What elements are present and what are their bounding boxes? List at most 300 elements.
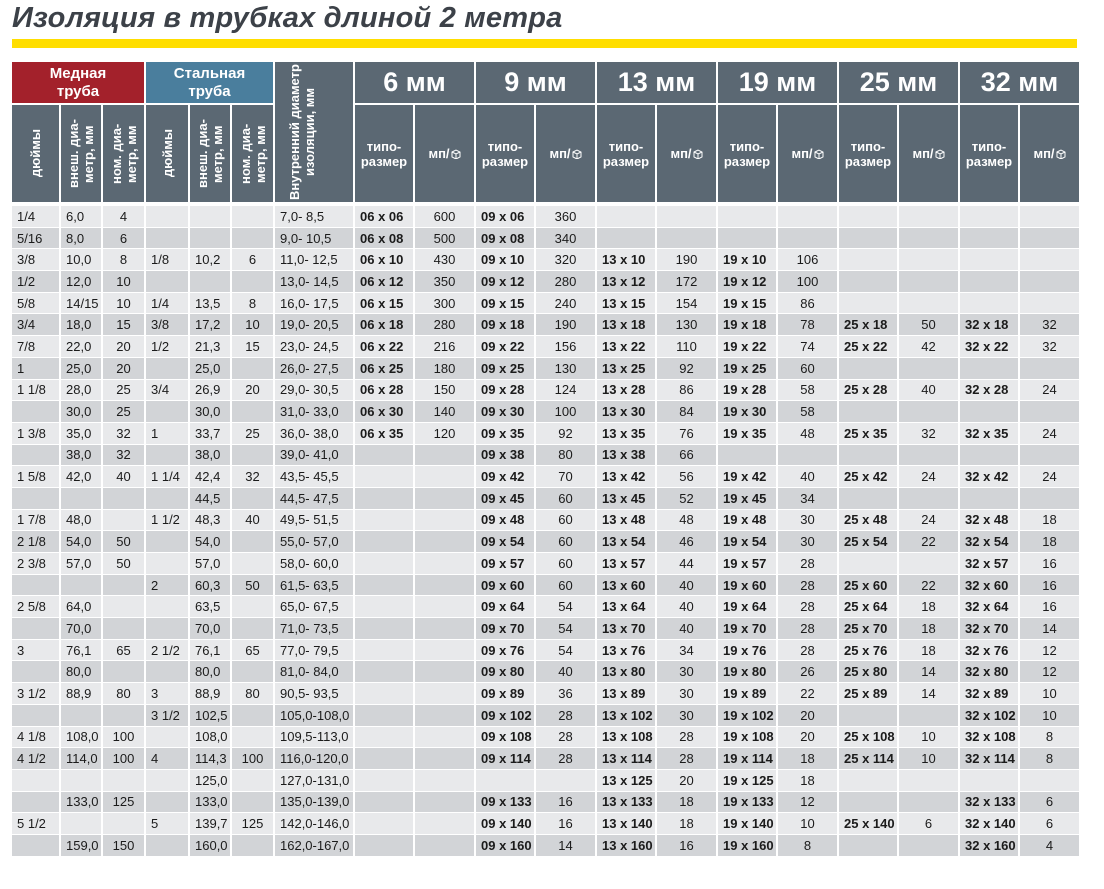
cell-steel-nominal-diameter — [232, 552, 273, 574]
thickness-32-header: 32 мм — [960, 62, 1079, 103]
cell-per-box-19: 22 — [778, 682, 837, 704]
cell-per-box-9: 28 — [536, 747, 595, 769]
cell-typesize-32 — [960, 292, 1018, 314]
cell-per-box-19: 20 — [778, 704, 837, 726]
cell-per-box-32: 24 — [1020, 379, 1079, 401]
typesize-header-32 — [960, 103, 1018, 202]
cell-steel-outer-diameter — [190, 227, 230, 249]
cell-per-box-9: 60 — [536, 509, 595, 531]
cell-per-box-32: 10 — [1020, 704, 1079, 726]
cell-per-box-25 — [899, 205, 958, 227]
cell-per-box-25 — [899, 444, 958, 466]
cell-per-box-32: 16 — [1020, 595, 1079, 617]
cell-per-box-6 — [415, 726, 474, 748]
cell-copper-outer-diameter: 14/15 — [61, 292, 101, 314]
cell-typesize-32: 32 x 22 — [960, 335, 1018, 357]
cell-typesize-25 — [839, 400, 897, 422]
cell-typesize-32: 32 x 102 — [960, 704, 1018, 726]
cell-copper-outer-diameter: 54,0 — [61, 530, 101, 552]
cell-per-box-9: 40 — [536, 660, 595, 682]
cell-per-box-6: 140 — [415, 400, 474, 422]
cell-typesize-9: 09 x 30 — [476, 400, 534, 422]
cell-typesize-19: 19 x 76 — [718, 639, 776, 661]
cell-steel-outer-diameter: 80,0 — [190, 660, 230, 682]
cell-per-box-13: 30 — [657, 682, 716, 704]
cell-per-box-25 — [899, 357, 958, 379]
cell-typesize-19: 19 x 48 — [718, 509, 776, 531]
cell-per-box-9: 124 — [536, 379, 595, 401]
cell-copper-inches: 1 3/8 — [12, 422, 59, 444]
cell-steel-outer-diameter: 139,7 — [190, 812, 230, 834]
cell-per-box-9: 360 — [536, 205, 595, 227]
cell-typesize-19 — [718, 205, 776, 227]
cell-copper-nominal-diameter: 32 — [103, 444, 144, 466]
cell-typesize-13: 13 x 80 — [597, 660, 655, 682]
cell-inner-diameter: 90,5- 93,5 — [275, 682, 353, 704]
cell-per-box-13: 40 — [657, 617, 716, 639]
copper-nominal-diameter-label: ном. диа-метр, мм — [108, 123, 139, 184]
cell-copper-inches — [12, 769, 59, 791]
cell-copper-nominal-diameter: 25 — [103, 379, 144, 401]
box-icon — [572, 149, 582, 159]
cell-per-box-9 — [536, 769, 595, 791]
cell-typesize-13: 13 x 25 — [597, 357, 655, 379]
cell-typesize-13: 13 x 133 — [597, 791, 655, 813]
cell-typesize-6 — [355, 639, 413, 661]
cell-copper-inches — [12, 444, 59, 466]
cell-typesize-13: 13 x 114 — [597, 747, 655, 769]
cell-per-box-25: 42 — [899, 335, 958, 357]
cell-per-box-9: 16 — [536, 812, 595, 834]
cell-typesize-9: 09 x 15 — [476, 292, 534, 314]
cell-per-box-6 — [415, 639, 474, 661]
per-box-label: мп/ — [549, 146, 571, 161]
cell-typesize-9 — [476, 769, 534, 791]
cell-per-box-19: 28 — [778, 639, 837, 661]
cell-copper-nominal-diameter: 10 — [103, 292, 144, 314]
cell-typesize-13: 13 x 15 — [597, 292, 655, 314]
cell-steel-nominal-diameter: 100 — [232, 747, 273, 769]
cell-per-box-9: 28 — [536, 704, 595, 726]
cell-typesize-32: 32 x 160 — [960, 834, 1018, 856]
cell-typesize-13: 13 x 42 — [597, 465, 655, 487]
cell-typesize-19: 19 x 108 — [718, 726, 776, 748]
cell-per-box-25 — [899, 834, 958, 856]
cell-per-box-6: 150 — [415, 379, 474, 401]
copper-pipe-header: Медная труба — [12, 62, 144, 103]
cell-per-box-6: 216 — [415, 335, 474, 357]
cell-typesize-13: 13 x 125 — [597, 769, 655, 791]
cell-typesize-9: 09 x 08 — [476, 227, 534, 249]
cell-typesize-25: 25 x 70 — [839, 617, 897, 639]
cell-per-box-19: 28 — [778, 595, 837, 617]
cell-typesize-13: 13 x 76 — [597, 639, 655, 661]
cell-typesize-9: 09 x 108 — [476, 726, 534, 748]
cell-typesize-25: 25 x 114 — [839, 747, 897, 769]
cell-copper-outer-diameter — [61, 769, 101, 791]
cell-inner-diameter: 58,0- 60,0 — [275, 552, 353, 574]
per-box-header-32 — [1020, 103, 1079, 202]
cell-steel-nominal-diameter: 6 — [232, 248, 273, 270]
cell-steel-inches — [146, 617, 188, 639]
cell-typesize-25: 25 x 64 — [839, 595, 897, 617]
cell-typesize-25: 25 x 140 — [839, 812, 897, 834]
cell-per-box-13: 16 — [657, 834, 716, 856]
cell-copper-inches: 1 7/8 — [12, 509, 59, 531]
cell-steel-outer-diameter: 57,0 — [190, 552, 230, 574]
cell-copper-nominal-diameter: 50 — [103, 552, 144, 574]
cell-typesize-6 — [355, 726, 413, 748]
cell-steel-nominal-diameter — [232, 769, 273, 791]
cell-typesize-32 — [960, 487, 1018, 509]
cell-steel-nominal-diameter — [232, 530, 273, 552]
cell-copper-outer-diameter: 64,0 — [61, 595, 101, 617]
cell-copper-nominal-diameter — [103, 617, 144, 639]
cell-inner-diameter: 162,0-167,0 — [275, 834, 353, 856]
cell-per-box-9: 16 — [536, 791, 595, 813]
cell-steel-outer-diameter — [190, 270, 230, 292]
cell-typesize-25: 25 x 76 — [839, 639, 897, 661]
cell-typesize-19: 19 x 35 — [718, 422, 776, 444]
cell-steel-outer-diameter: 108,0 — [190, 726, 230, 748]
cell-per-box-25: 14 — [899, 682, 958, 704]
cell-copper-inches: 7/8 — [12, 335, 59, 357]
cell-per-box-9: 156 — [536, 335, 595, 357]
cell-copper-inches: 3/4 — [12, 313, 59, 335]
cell-per-box-9: 60 — [536, 574, 595, 596]
cell-typesize-6: 06 x 25 — [355, 357, 413, 379]
cell-per-box-9: 36 — [536, 682, 595, 704]
cell-per-box-32 — [1020, 248, 1079, 270]
cell-typesize-32 — [960, 270, 1018, 292]
cell-typesize-19: 19 x 30 — [718, 400, 776, 422]
cell-typesize-19: 19 x 102 — [718, 704, 776, 726]
typesize-label: типо-размер — [965, 138, 1013, 169]
cell-copper-inches: 5/8 — [12, 292, 59, 314]
cell-copper-inches — [12, 400, 59, 422]
cell-steel-outer-diameter: 44,5 — [190, 487, 230, 509]
cell-per-box-32: 16 — [1020, 552, 1079, 574]
cell-per-box-19: 48 — [778, 422, 837, 444]
cell-copper-inches: 4 1/8 — [12, 726, 59, 748]
cell-typesize-13: 13 x 30 — [597, 400, 655, 422]
cell-per-box-9: 60 — [536, 552, 595, 574]
cell-per-box-6 — [415, 834, 474, 856]
cell-per-box-32: 14 — [1020, 617, 1079, 639]
steel-inches-label: дюймы — [159, 129, 175, 178]
cell-typesize-13 — [597, 227, 655, 249]
cell-typesize-32 — [960, 769, 1018, 791]
cell-per-box-19: 28 — [778, 574, 837, 596]
cell-copper-nominal-diameter: 10 — [103, 270, 144, 292]
typesize-header-9 — [476, 103, 534, 202]
cell-per-box-32: 18 — [1020, 509, 1079, 531]
cell-copper-nominal-diameter — [103, 509, 144, 531]
per-box-label: мп/ — [791, 146, 813, 161]
cell-steel-inches — [146, 487, 188, 509]
cell-copper-nominal-diameter: 80 — [103, 682, 144, 704]
cell-inner-diameter: 29,0- 30,5 — [275, 379, 353, 401]
cell-steel-nominal-diameter — [232, 791, 273, 813]
cell-typesize-19: 19 x 114 — [718, 747, 776, 769]
cell-copper-nominal-diameter — [103, 812, 144, 834]
cell-copper-nominal-diameter: 100 — [103, 726, 144, 748]
cell-inner-diameter: 77,0- 79,5 — [275, 639, 353, 661]
cell-per-box-25: 50 — [899, 313, 958, 335]
cell-per-box-6 — [415, 595, 474, 617]
cell-copper-outer-diameter: 88,9 — [61, 682, 101, 704]
cell-typesize-25: 25 x 42 — [839, 465, 897, 487]
cell-per-box-13: 28 — [657, 747, 716, 769]
cell-typesize-13: 13 x 108 — [597, 726, 655, 748]
cell-per-box-19: 20 — [778, 726, 837, 748]
cell-typesize-6: 06 x 35 — [355, 422, 413, 444]
cell-typesize-25: 25 x 60 — [839, 574, 897, 596]
cell-steel-outer-diameter: 114,3 — [190, 747, 230, 769]
cell-per-box-25 — [899, 791, 958, 813]
cell-typesize-25: 25 x 22 — [839, 335, 897, 357]
cell-per-box-13: 48 — [657, 509, 716, 531]
cell-typesize-19: 19 x 18 — [718, 313, 776, 335]
cell-per-box-9: 240 — [536, 292, 595, 314]
cell-per-box-32: 6 — [1020, 812, 1079, 834]
cell-per-box-6 — [415, 791, 474, 813]
per-box-header-9 — [536, 103, 595, 202]
cell-typesize-13: 13 x 22 — [597, 335, 655, 357]
cell-typesize-32: 32 x 54 — [960, 530, 1018, 552]
cell-per-box-13: 20 — [657, 769, 716, 791]
cell-inner-diameter: 31,0- 33,0 — [275, 400, 353, 422]
cell-per-box-9: 60 — [536, 487, 595, 509]
cell-per-box-13: 18 — [657, 791, 716, 813]
cell-steel-inches — [146, 595, 188, 617]
cell-steel-outer-diameter: 70,0 — [190, 617, 230, 639]
cell-typesize-32: 32 x 42 — [960, 465, 1018, 487]
cell-typesize-32: 32 x 140 — [960, 812, 1018, 834]
cell-per-box-19: 60 — [778, 357, 837, 379]
cell-per-box-19: 100 — [778, 270, 837, 292]
cell-per-box-9: 28 — [536, 726, 595, 748]
cell-inner-diameter: 36,0- 38,0 — [275, 422, 353, 444]
cell-per-box-19: 34 — [778, 487, 837, 509]
cell-copper-inches: 3/8 — [12, 248, 59, 270]
thickness-9-header: 9 мм — [476, 62, 595, 103]
cell-steel-inches: 1 1/4 — [146, 465, 188, 487]
typesize-label: типо-размер — [844, 138, 892, 169]
cell-per-box-25: 24 — [899, 509, 958, 531]
cell-typesize-19: 19 x 160 — [718, 834, 776, 856]
cell-inner-diameter: 44,5- 47,5 — [275, 487, 353, 509]
cell-per-box-32: 8 — [1020, 726, 1079, 748]
cell-copper-outer-diameter: 48,0 — [61, 509, 101, 531]
cell-typesize-25 — [839, 444, 897, 466]
cell-steel-inches — [146, 227, 188, 249]
per-box-label: мп/ — [670, 146, 692, 161]
cell-typesize-9: 09 x 25 — [476, 357, 534, 379]
cell-per-box-25: 24 — [899, 465, 958, 487]
cell-steel-outer-diameter: 17,2 — [190, 313, 230, 335]
cell-inner-diameter: 105,0-108,0 — [275, 704, 353, 726]
steel-inches-header — [146, 103, 188, 202]
cell-typesize-19: 19 x 80 — [718, 660, 776, 682]
cell-per-box-25: 22 — [899, 574, 958, 596]
cell-typesize-19: 19 x 54 — [718, 530, 776, 552]
cell-typesize-9: 09 x 57 — [476, 552, 534, 574]
cell-per-box-25: 32 — [899, 422, 958, 444]
cell-steel-inches: 1/2 — [146, 335, 188, 357]
typesize-label: типо-размер — [360, 138, 408, 169]
typesize-label: типо-размер — [481, 138, 529, 169]
cell-typesize-19: 19 x 140 — [718, 812, 776, 834]
cell-steel-nominal-diameter — [232, 726, 273, 748]
typesize-header-6 — [355, 103, 413, 202]
cell-per-box-13: 86 — [657, 379, 716, 401]
cell-per-box-25 — [899, 227, 958, 249]
cell-typesize-9: 09 x 12 — [476, 270, 534, 292]
cell-per-box-32 — [1020, 487, 1079, 509]
cell-steel-nominal-diameter — [232, 205, 273, 227]
cell-steel-inches — [146, 552, 188, 574]
cell-per-box-6 — [415, 682, 474, 704]
per-box-label: мп/ — [912, 146, 934, 161]
cell-steel-inches — [146, 357, 188, 379]
cell-per-box-32: 16 — [1020, 574, 1079, 596]
cell-per-box-32: 32 — [1020, 313, 1079, 335]
cell-per-box-13: 40 — [657, 595, 716, 617]
copper-inches-header — [12, 103, 59, 202]
cell-per-box-19 — [778, 205, 837, 227]
cell-typesize-9: 09 x 70 — [476, 617, 534, 639]
cell-typesize-9: 09 x 18 — [476, 313, 534, 335]
cell-typesize-6 — [355, 530, 413, 552]
cell-per-box-19: 58 — [778, 379, 837, 401]
cell-typesize-25 — [839, 292, 897, 314]
cell-per-box-6 — [415, 660, 474, 682]
cell-steel-nominal-diameter — [232, 617, 273, 639]
cell-typesize-25 — [839, 769, 897, 791]
cell-copper-nominal-diameter: 32 — [103, 422, 144, 444]
cell-typesize-9: 09 x 28 — [476, 379, 534, 401]
cell-typesize-6: 06 x 12 — [355, 270, 413, 292]
cell-per-box-6 — [415, 444, 474, 466]
steel-nominal-diameter-header — [232, 103, 273, 202]
cell-typesize-19: 19 x 45 — [718, 487, 776, 509]
cell-per-box-25: 6 — [899, 812, 958, 834]
cell-per-box-19: 74 — [778, 335, 837, 357]
cell-typesize-6 — [355, 834, 413, 856]
cell-steel-outer-diameter: 54,0 — [190, 530, 230, 552]
cell-typesize-9: 09 x 45 — [476, 487, 534, 509]
cell-typesize-13: 13 x 35 — [597, 422, 655, 444]
cell-copper-nominal-diameter — [103, 487, 144, 509]
cell-typesize-13: 13 x 10 — [597, 248, 655, 270]
cell-copper-nominal-diameter: 125 — [103, 791, 144, 813]
cell-steel-inches: 3 — [146, 682, 188, 704]
cell-copper-outer-diameter: 30,0 — [61, 400, 101, 422]
cell-typesize-9: 09 x 48 — [476, 509, 534, 531]
cell-inner-diameter: 135,0-139,0 — [275, 791, 353, 813]
cell-typesize-19 — [718, 444, 776, 466]
cell-per-box-9: 80 — [536, 444, 595, 466]
cell-steel-inches: 3/4 — [146, 379, 188, 401]
cell-per-box-32: 12 — [1020, 639, 1079, 661]
cell-steel-inches: 1 — [146, 422, 188, 444]
cell-copper-inches: 1 1/8 — [12, 379, 59, 401]
cell-typesize-13: 13 x 18 — [597, 313, 655, 335]
cell-typesize-6 — [355, 509, 413, 531]
cell-steel-nominal-diameter — [232, 357, 273, 379]
per-box-label: мп/ — [1033, 146, 1055, 161]
cell-copper-outer-diameter — [61, 487, 101, 509]
cell-typesize-25 — [839, 791, 897, 813]
cell-inner-diameter: 116,0-120,0 — [275, 747, 353, 769]
cell-typesize-9: 09 x 06 — [476, 205, 534, 227]
cell-copper-outer-diameter — [61, 704, 101, 726]
page-title: Изоляция в трубках длиной 2 метра — [12, 2, 563, 34]
cell-typesize-19: 19 x 22 — [718, 335, 776, 357]
cell-typesize-6 — [355, 769, 413, 791]
cell-typesize-6 — [355, 704, 413, 726]
cell-copper-inches: 4 1/2 — [12, 747, 59, 769]
typesize-header-19 — [718, 103, 776, 202]
thickness-6-header: 6 мм — [355, 62, 474, 103]
cell-steel-inches — [146, 726, 188, 748]
cell-typesize-9: 09 x 114 — [476, 747, 534, 769]
cell-copper-outer-diameter: 25,0 — [61, 357, 101, 379]
cell-per-box-32: 32 — [1020, 335, 1079, 357]
cell-typesize-13: 13 x 45 — [597, 487, 655, 509]
cell-per-box-6 — [415, 617, 474, 639]
cell-per-box-6: 120 — [415, 422, 474, 444]
cell-typesize-6 — [355, 444, 413, 466]
cell-typesize-6 — [355, 660, 413, 682]
steel-outer-diameter-header — [190, 103, 230, 202]
cell-per-box-25 — [899, 270, 958, 292]
cell-inner-diameter: 16,0- 17,5 — [275, 292, 353, 314]
cell-copper-inches: 3 — [12, 639, 59, 661]
cell-typesize-25: 25 x 80 — [839, 660, 897, 682]
cell-per-box-9: 54 — [536, 595, 595, 617]
cell-per-box-13: 76 — [657, 422, 716, 444]
cell-copper-outer-diameter: 80,0 — [61, 660, 101, 682]
cell-per-box-25 — [899, 400, 958, 422]
cell-copper-nominal-diameter: 6 — [103, 227, 144, 249]
cell-typesize-9: 09 x 35 — [476, 422, 534, 444]
cell-typesize-32: 32 x 48 — [960, 509, 1018, 531]
cell-per-box-32 — [1020, 227, 1079, 249]
cell-inner-diameter: 142,0-146,0 — [275, 812, 353, 834]
copper-nominal-diameter-header — [103, 103, 144, 202]
cell-typesize-19: 19 x 89 — [718, 682, 776, 704]
cell-per-box-25 — [899, 248, 958, 270]
cell-steel-inches: 1 1/2 — [146, 509, 188, 531]
cell-copper-outer-diameter: 108,0 — [61, 726, 101, 748]
cell-copper-nominal-diameter — [103, 574, 144, 596]
cell-typesize-9: 09 x 64 — [476, 595, 534, 617]
cell-typesize-6: 06 x 28 — [355, 379, 413, 401]
cell-per-box-25: 18 — [899, 617, 958, 639]
cell-per-box-25: 10 — [899, 726, 958, 748]
cell-typesize-19: 19 x 10 — [718, 248, 776, 270]
cell-typesize-9: 09 x 140 — [476, 812, 534, 834]
cell-copper-outer-diameter: 70,0 — [61, 617, 101, 639]
cell-copper-outer-diameter: 8,0 — [61, 227, 101, 249]
cell-steel-outer-diameter: 160,0 — [190, 834, 230, 856]
cell-steel-inches — [146, 205, 188, 227]
cell-copper-outer-diameter: 12,0 — [61, 270, 101, 292]
cell-copper-nominal-diameter: 20 — [103, 335, 144, 357]
cell-per-box-9: 14 — [536, 834, 595, 856]
